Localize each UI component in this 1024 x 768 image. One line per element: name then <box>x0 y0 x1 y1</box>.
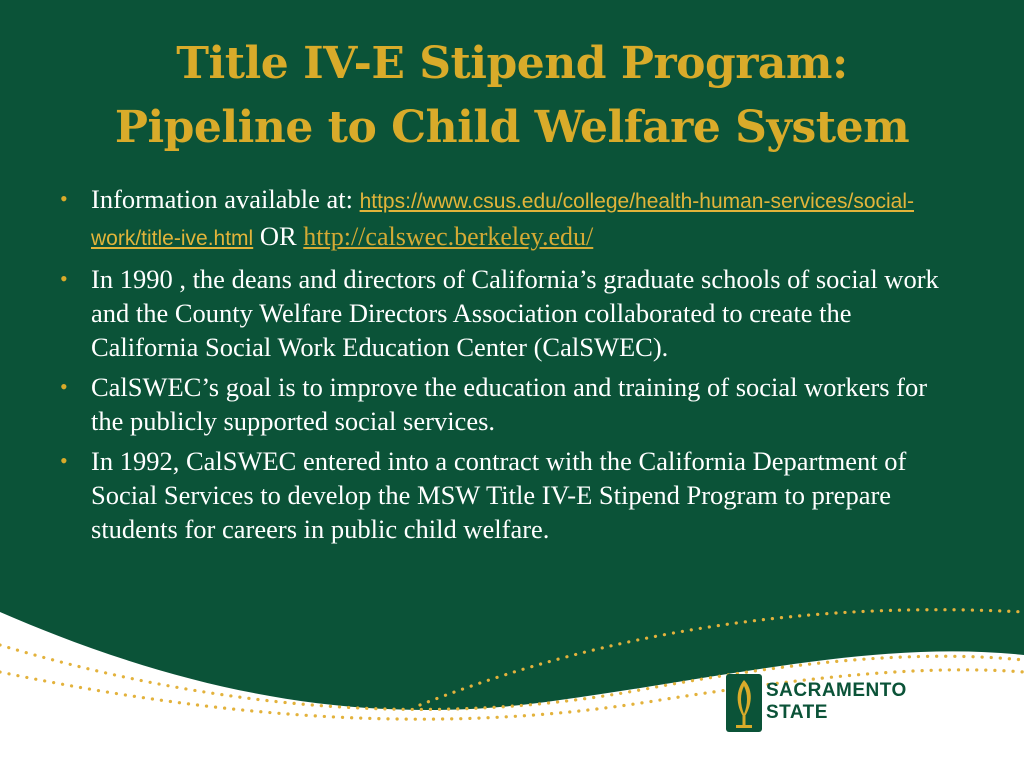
title-line-1: Title IV-E Stipend Program: <box>176 38 848 89</box>
bullet-dot-icon: • <box>60 186 68 211</box>
bullet-dot-icon: • <box>60 374 68 399</box>
sacramento-state-logo <box>726 674 936 736</box>
logo-line-1: SACRAMENTO <box>766 680 907 701</box>
bullet-dot-icon: • <box>60 448 68 473</box>
bullet-text: CalSWEC’s goal is to improve the education and training of social workers for the publicly supported social services. <box>91 372 928 436</box>
title-line-2: Pipeline to Child Welfare System <box>114 102 910 153</box>
tower-leaf-icon <box>726 674 762 732</box>
bullet-text: In 1990 , the deans and directors of California’s graduate schools of social work and the County Welfare Directors Association collaborated to create the California Social Work Education Center (CalSWEC). <box>91 264 939 362</box>
bullet-text: In 1992, CalSWEC entered into a contract with the California Department of Social Services to develop the MSW Title IV-E Stipend Program to prepare students for careers in public child welfare. <box>91 446 907 544</box>
info-prefix: Information available at: <box>91 184 360 214</box>
logo-wordmark <box>766 680 907 724</box>
csus-link[interactable]: https://www.csus.edu/college/health-human-services/social-work/title-ive.html <box>91 190 914 250</box>
logo-line-2: STATE <box>766 702 828 723</box>
info-connector: OR <box>253 221 304 251</box>
bullet-dot-icon: • <box>60 266 68 291</box>
calswec-link[interactable]: http://calswec.berkeley.edu/ <box>303 222 594 251</box>
